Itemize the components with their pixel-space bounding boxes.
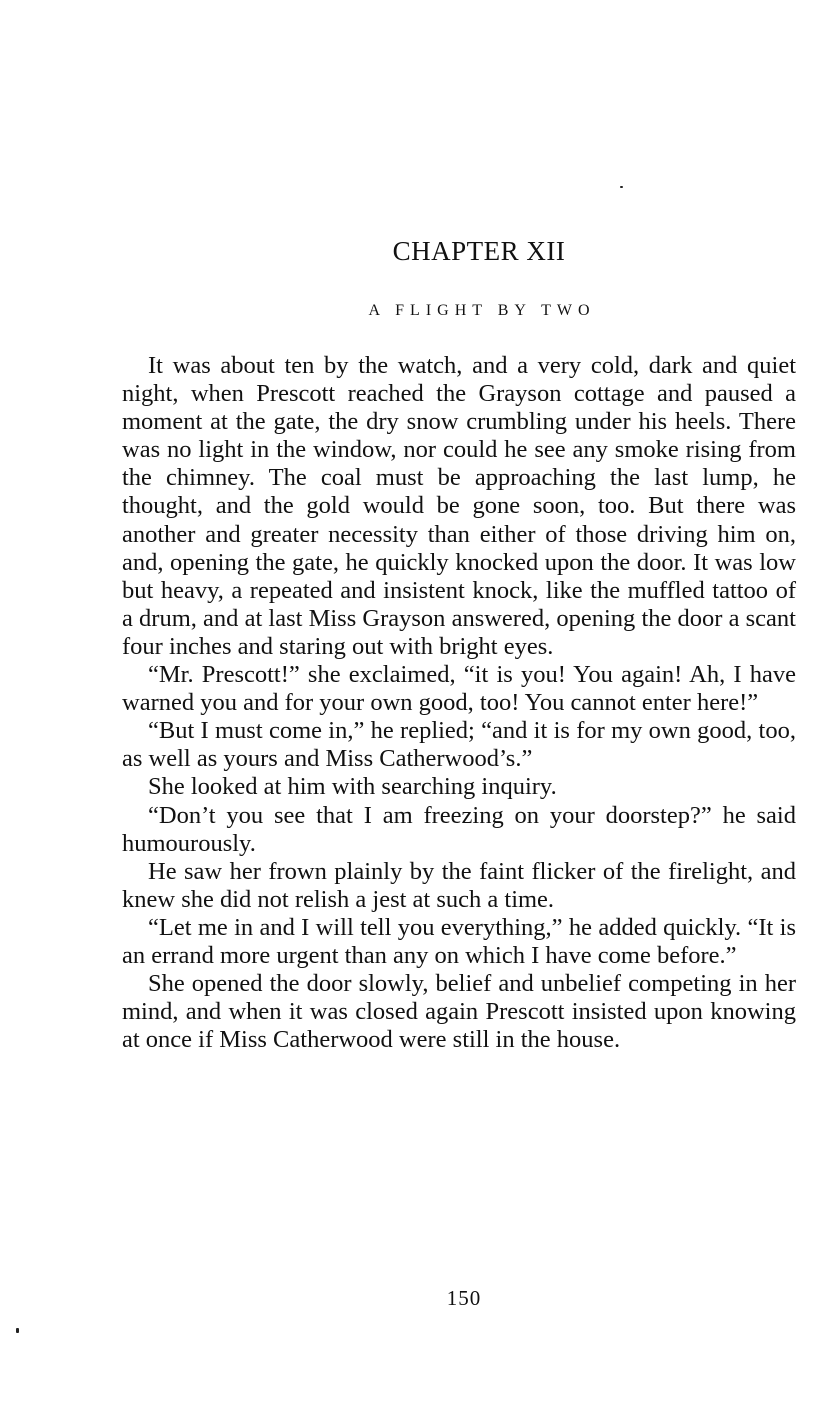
paragraph: He saw her frown plainly by the faint flicker of the firelight, and knew she did not relish a jest at such a time. [122,857,796,913]
paragraph: She opened the door slowly, belief and unbelief competing in her mind, and when it was closed again Prescott insisted upon knowing at once if Miss Catherwood were still in the house. [122,970,796,1054]
chapter-heading: CHAPTER XII [392,236,566,266]
body-text [122,352,796,1054]
chapter-title: A FLIGHT BY TWO [368,302,596,319]
paragraph: It was about ten by the watch, and a very cold, dark and quiet night, when Prescott reached the Grayson cottage and paused a moment at the gate, the dry snow crumbling under his heels. There was no light in the window, nor could he see any smoke rising from the chimney. The coal must be approaching the last lump, he thought, and the gold would be gone soon, too. But there was another and greater necessity than either of those driving him on, and, opening the gate, he quickly knocked upon the door. It was low but heavy, a repeated and insistent knock, like the muffled tattoo of a drum, and at last Miss Grayson answered, opening the door a scant four inches and staring out with bright eyes. [122,352,796,660]
page-number: 150 [446,1286,482,1310]
print-speck [16,1328,19,1333]
paragraph: “Don’t you see that I am freezing on your doorstep?” he said humourously. [122,801,796,857]
paragraph: “Let me in and I will tell you everything,” he added quickly. “It is an errand more urgent than any on which I have come before.” [122,913,796,969]
paragraph: “But I must come in,” he replied; “and it is for my own good, too, as well as yours and Miss Catherwood’s.” [122,717,796,773]
paragraph: She looked at him with searching inquiry. [148,773,557,801]
paragraph: “Mr. Prescott!” she exclaimed, “it is you! You again! Ah, I have warned you and for your own good, too! You cannot enter here!” [122,661,796,717]
print-speck [620,186,623,188]
